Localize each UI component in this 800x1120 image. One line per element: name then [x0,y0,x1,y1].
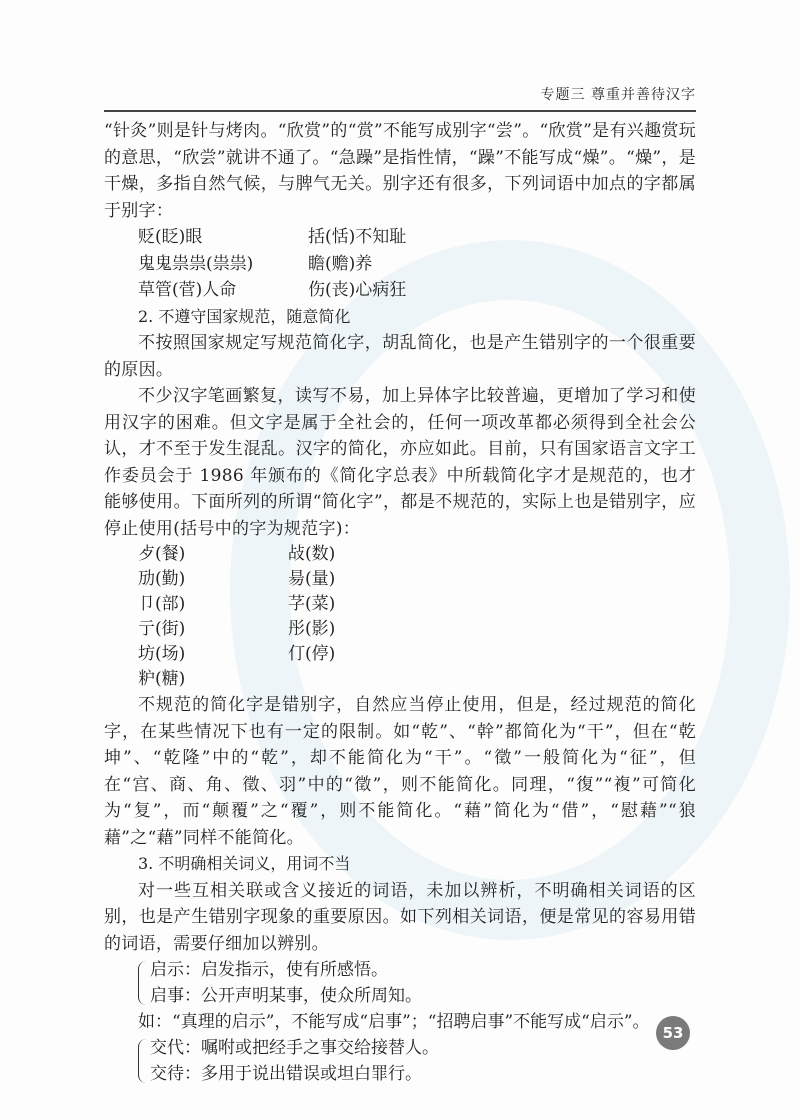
list-item: 瞻(赡)养 [308,253,373,274]
paragraph-1: “针灸”则是针与烤肉。“欣赏”的“赏”不能写成别字“尝”。“欣赏”是有兴趣赏玩的意思，“欣尝”就讲不通了。“急躁”是指性情，“躁”不能写成“燥”。“燥”，是干燥，多指自然气候，与脾气无关。别字还有很多，下列词语中加点的字都属于别字： [104,121,696,221]
definition-line: 交待：多用于说出错误或坦白罪行。 [150,1064,422,1084]
list-item: 芓(菜) [288,594,336,614]
list-item: 鬼鬼祟祟(祟祟) [138,253,254,274]
definition-line: 启示：启发指示，使有所感悟。 [150,960,388,980]
misused-word-list-1 [104,224,696,304]
word-pair-2 [104,1035,696,1087]
page-content [104,118,696,1087]
list-item: 仃(停) [288,644,336,664]
page-number: 53 [656,1016,690,1050]
section-heading-2: 2. 不遵守国家规范，随意简化 [138,306,351,326]
list-item: 伤(丧)心病狂 [308,280,407,300]
paragraph-4: 不规范的简化字是错别字，自然应当停止使用，但是，经过规范的简化字，在某些情况下也有一定的限制。如“乾”、“幹”都简化为“干”，但在“乾坤”、“乾隆”中的“乾”，却不能简化为“干”。“徵”一般简化为“征”，但在“宫、商、角、徵、羽”中的“徵”，则不能简化。同理，“復”“複”可简化为“复”，而“颠覆”之“覆”，则不能简化。“藉”简化为“借”，“慰藉”“狼藉”之“藉”同样不能简化。 [104,695,696,848]
list-item: 亍(街) [138,619,186,639]
list-item: 坊(场) [138,644,186,664]
section-heading-3: 3. 不明确相关词义，用词不当 [138,854,351,873]
paragraph-5: 对一些互相关联或含义接近的词语，未加以辨析，不明确相关词语的区别，也是产生错别字现象的重要原因。如下列相关词语，便是常见的容易用错的词语，需要仔细加以辨别。 [104,880,696,954]
definition-line: 启事：公开声明某事，使众所周知。 [150,986,422,1006]
chapter-title: 专题三 尊重并善待汉字 [540,87,696,103]
brace-icon [138,961,147,1005]
list-item: 草管(菅)人命 [138,280,237,300]
list-item: 卩(部) [138,594,186,614]
running-header [104,80,696,112]
word-pair-1 [104,957,696,1009]
list-item: 括(恬)不知耻 [308,227,407,247]
nonstandard-character-list [104,542,696,692]
list-item: 劢(勤) [138,569,186,589]
brace-icon [138,1039,147,1083]
paragraph-3: 不少汉字笔画繁复，读写不易，加上异体字比较普遍，更增加了学习和使用汉字的困难。但文字是属于全社会的，任何一项改革都必须得到全社会公认，才不至于发生混乱。汉字的简化，亦应如此。目前，只有国家语言文字工作委员会于 1986 年颁布的《简化字总表》中所载简化字才是规范的，也才能够使用。下面所列的所谓“简化字”，都是不规范的，实际上也是错别字，应停止使用(括号中的字为规范字)： [104,386,696,539]
definition-line: 交代：嘱咐或把经手之事交给接替人。 [150,1038,439,1058]
list-item: 昜(量) [288,569,336,589]
list-item: 敁(数) [288,544,336,564]
example-line: 如：“真理的启示”，不能写成“启事”；“招聘启事”不能写成“启示”。 [138,1012,650,1032]
paragraph-2: 不按照国家规定写规范简化字，胡乱简化，也是产生错别字的一个很重要的原因。 [104,333,696,380]
list-item: 彤(影) [288,619,336,639]
list-item: 贬(眨)眼 [138,227,203,247]
list-item: 歺(餐) [138,544,186,564]
list-item: 粐(糖) [138,669,186,689]
